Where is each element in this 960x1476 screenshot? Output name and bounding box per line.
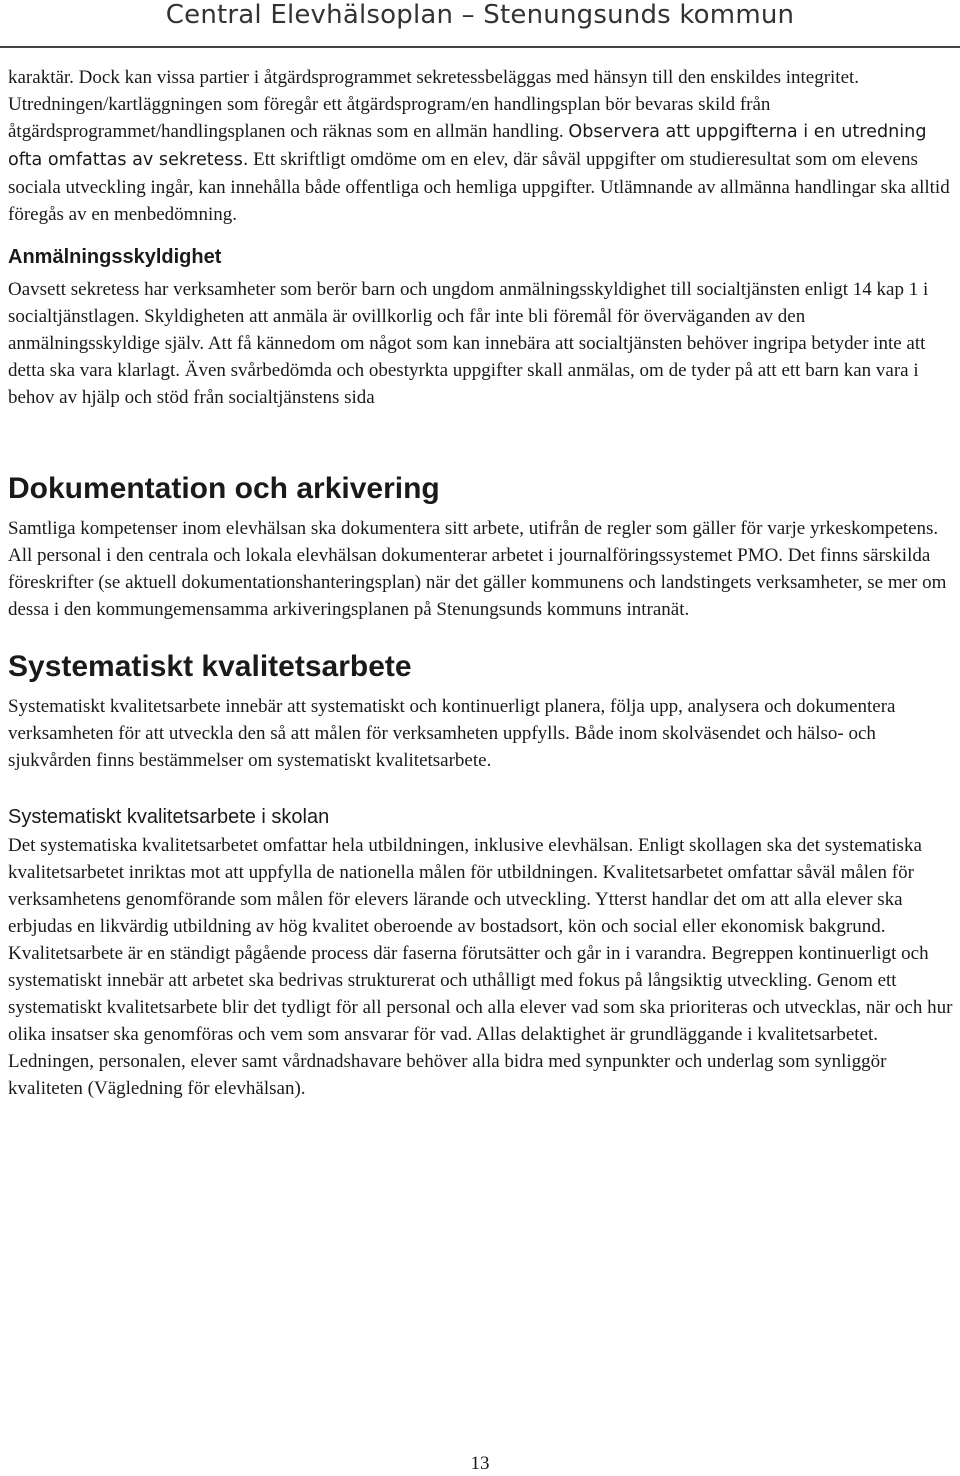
- kvalitetsarbete-skolan-heading: Systematiskt kvalitetsarbete i skolan: [8, 806, 330, 828]
- page-content: [8, 64, 956, 1102]
- header-divider: [0, 46, 960, 48]
- intro-text-part-3: Ett skriftligt omdöme om en elev, där såväl uppgifter om studieresultat som om elevens sociala utveckling ingår, kan innehålla både offentliga och hemliga uppgifter. Utlämnande av allmänna handlingar ska alltid föregås av en menbedömning.: [8, 149, 950, 225]
- intro-text-part-2: Observera att uppgifterna i en utredning ofta omfattas av sekretess.: [8, 122, 927, 170]
- kvalitetsarbete-heading: Systematiskt kvalitetsarbete: [8, 650, 412, 683]
- anmalningsskyldighet-paragraph: Oavsett sekretess har verksamheter som berör barn och ungdom anmälningsskyldighet till socialtjänsten enligt 14 kap 1 i socialtjänstlagen. Skyldigheten att anmäla är ovillkorlig och får inte bli föremål för överväganden av den anmälningsskyldige själv. Att få kännedom om något som kan innebära att socialtjänsten behöver ingripa betyder inte att detta ska vara klarlagt. Även svårbedömda och obestyrkta uppgifter skall anmälas, om de tyder på att ett barn kan vara i behov av hjälp och stöd från socialtjänstens sida: [8, 279, 929, 408]
- intro-paragraph: [8, 64, 956, 228]
- dokumentation-paragraph: Samtliga kompetenser inom elevhälsan ska dokumentera sitt arbete, utifrån de regler som gäller för varje yrkeskompetens. All personal i den centrala och lokala elevhälsan dokumenterar arbetet i journalföringssystemet PMO. Det finns särskilda föreskrifter (se aktuell dokumentationshanteringsplan) när det gäller kommunens och landstingets verksamheter, se mer om dessa i den kommungemensamma arkiveringsplanen på Stenungsunds kommuns intranät.: [8, 518, 947, 620]
- dokumentation-heading: Dokumentation och arkivering: [8, 472, 440, 505]
- kvalitetsarbete-skolan-paragraph: Det systematiska kvalitetsarbetet omfattar hela utbildningen, inklusive elevhälsan. Enligt skollagen ska det systematiska kvalitetsarbetet inriktas mot att uppfylla de nationella målen för utbildningen. Kvalitetsarbetet omfattar såväl målen för verksamhetens genomförande som målen för elevers lärande och utveckling. Ytterst handlar det om att alla elever ska erbjudas en likvärdig utbildning av hög kvalitet oberoende av bostadsort, kön och social eller ekonomisk bakgrund. Kvalitetsarbete är en ständigt pågående process där faserna förutsätter och går in i varandra. Begreppen kontinuerligt och systematiskt innebär att arbetet ska bedrivas strukturerat och uthålligt med fokus på långsiktig utveckling. Genom ett systematiskt kvalitetsarbete blir det tydligt för all personal och alla elever vad som ska prioriteras och utvecklas, när och hur olika insatser ska genomföras och vem som ansvarar för vad. Allas delaktighet är grundläggande i kvalitetsarbetet. Ledningen, personalen, elever samt vårdnadshavare behöver alla bidra med synpunkter och underlag som synliggör kvaliteten (Vägledning för elevhälsan).: [8, 835, 953, 1099]
- running-header: Central Elevhälsoplan – Stenungsunds kommun: [165, 0, 795, 30]
- kvalitetsarbete-paragraph: Systematiskt kvalitetsarbete innebär att systematiskt och kontinuerligt planera, följa upp, analysera och dokumentera verksamheten för att utveckla den så att målen för verksamheten uppfylls. Både inom skolväsendet och hälso- och sjukvården finns bestämmelser om systematiskt kvalitetsarbete.: [8, 696, 896, 771]
- intro-text-part-1: karaktär. Dock kan vissa partier i åtgärdsprogrammet sekretessbeläggas med hänsyn till den enskildes integritet. Utredningen/kartläggningen som föregår ett åtgärdsprogram/en handlingsplan bör bevaras skild från åtgärdsprogrammet/handlingsplanen och räknas som en allmän handling.: [8, 67, 860, 142]
- page-number: 13: [470, 1453, 490, 1474]
- anmalningsskyldighet-heading: Anmälningsskyldighet: [8, 246, 222, 268]
